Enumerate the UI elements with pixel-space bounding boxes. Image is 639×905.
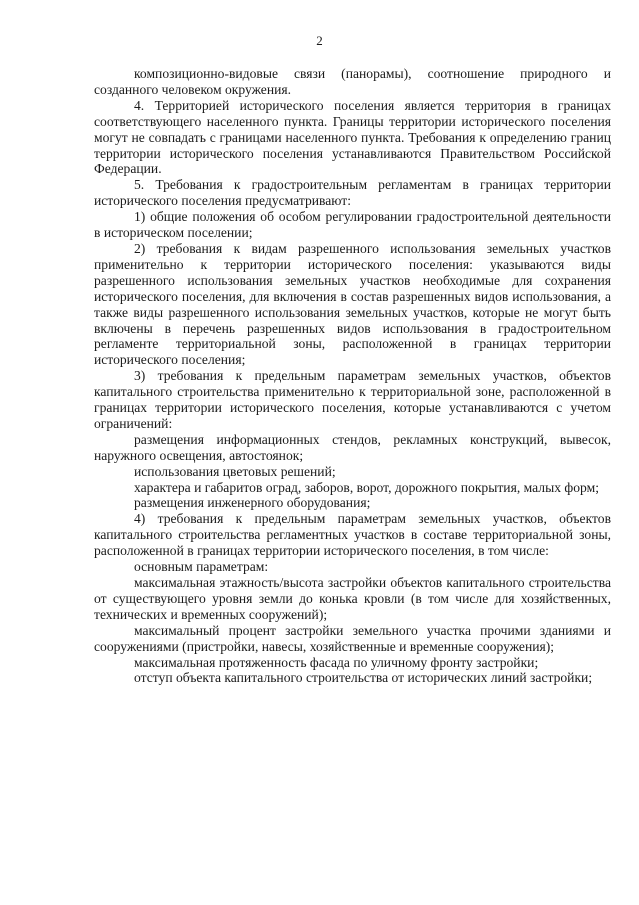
page-number: 2: [316, 33, 323, 48]
document-body: [94, 66, 611, 686]
paragraph: 1) общие положения об особом регулировании градостроительной деятельности в историческом поселении;: [94, 209, 611, 241]
paragraph: 4. Территорией исторического поселения является территория в границах соответствующего населенного пункта. Границы территории исторического поселения могут не совпадать с границами населенного пункта. Требования к определению границ территории исторического поселения устанавливаются Правительством Российской Федерации.: [94, 97, 611, 177]
paragraph: максимальный процент застройки земельного участка прочими зданиями и сооружениями (пристройки, навесы, хозяйственные и временные сооружения);: [94, 622, 611, 654]
paragraph: отступ объекта капитального строительства от исторических линий застройки;: [134, 670, 593, 686]
paragraph: композиционно-видовые связи (панорамы), соотношение природного и созданного человеком окружения.: [94, 66, 611, 97]
paragraph: максимальная этажность/высота застройки объектов капитального строительства от существующего уровня земли до конька кровли (в том числе для хозяйственных, технических и временных сооружений);: [94, 575, 611, 622]
paragraph: размещения инженерного оборудования;: [134, 495, 371, 511]
paragraph: размещения информационных стендов, рекламных конструкций, вывесок, наружного освещения, автостоянок;: [94, 431, 611, 463]
paragraph: 3) требования к предельным параметрам земельных участков, объектов капитального строительства применительно к территориальной зоне, расположенной в границах территории исторического поселения, которые устанавливаются с учетом ограничений:: [94, 368, 611, 431]
paragraph: характера и габаритов оград, заборов, ворот, дорожного покрытия, малых форм;: [134, 479, 599, 495]
paragraph: 5. Требования к градостроительным регламентам в границах территории исторического поселения предусматривают:: [94, 177, 611, 209]
paragraph: 2) требования к видам разрешенного использования земельных участков применительно к территории исторического поселения: указываются виды разрешенного использования земельных участков необходимые для сохранения исторического поселения, для включения в состав разрешенных видов использования, а также виды разрешенного использования земельных участков, которые не могут быть включены в перечень разрешенных видов использования в градостроительном регламенте территориальной зоны, расположенной в границах территории исторического поселения;: [94, 240, 611, 368]
paragraph: 4) требования к предельным параметрам земельных участков, объектов капитального строительства регламентных участков в составе территориальной зоны, расположенной в границах территории исторического поселения, в том числе:: [94, 511, 611, 559]
paragraph: использования цветовых решений;: [134, 463, 336, 479]
paragraph: основным параметрам:: [134, 559, 269, 575]
paragraph: максимальная протяженность фасада по уличному фронту застройки;: [134, 654, 539, 670]
